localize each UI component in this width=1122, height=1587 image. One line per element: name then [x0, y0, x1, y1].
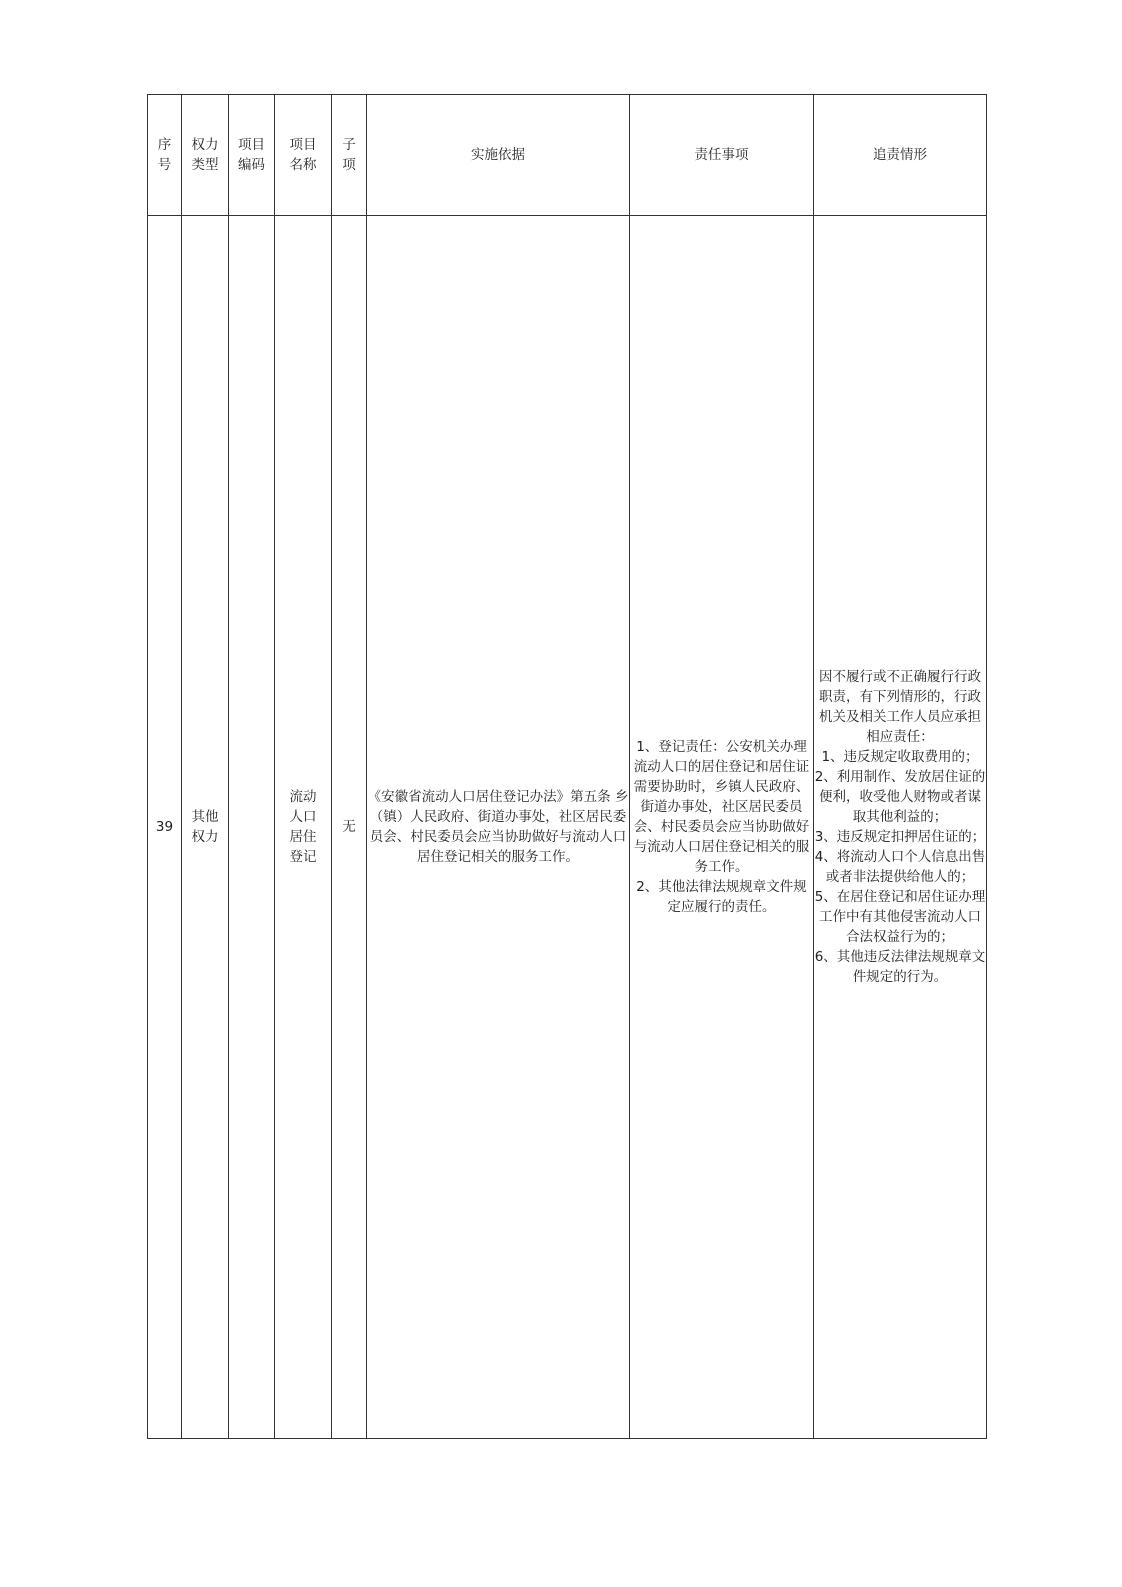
header-power-type: 权力类型 [182, 95, 229, 216]
header-sub-item: 子项 [332, 95, 367, 216]
cell-accountability: 因不履行或不正确履行行政职责，有下列情形的，行政机关及相关工作人员应承担相应责任： 1、违反规定收取费用的； 2、利用制作、发放居住证的便利，收受他人财物或者谋取其他利益的； 3、违反规定扣押居住证的； 4、将流动人口个人信息出售或者非法提供给他人的； 5、在居住登记和居住证办理工作中有其他侵害流动人口合法权益行为的； 6、其他违反法律法规规章文件规定的行为。 [814, 216, 987, 1439]
header-responsibility: 责任事项 [630, 95, 814, 216]
cell-item-name: 流动人口居住登记 [275, 216, 332, 1439]
cell-basis: 《安徽省流动人口居住登记办法》第五条 乡（镇）人民政府、街道办事处，社区居民委员会、村民委员会应当协助做好与流动人口居住登记相关的服务工作。 [367, 216, 630, 1439]
cell-responsibility: 1、登记责任：公安机关办理流动人口的居住登记和居住证需要协助时，乡镇人民政府、街道办事处，社区居民委员会、村民委员会应当协助做好与流动人口居住登记相关的服务工作。 2、其他法律法规规章文件规定应履行的责任。 [630, 216, 814, 1439]
header-item-name: 项目名称 [275, 95, 332, 216]
cell-index: 39 [148, 216, 182, 1439]
table-row [148, 216, 987, 1439]
header-accountability: 追责情形 [814, 95, 987, 216]
table-header-row [148, 95, 987, 216]
header-basis: 实施依据 [367, 95, 630, 216]
cell-sub-item: 无 [332, 216, 367, 1439]
cell-item-code [229, 216, 275, 1439]
cell-power-type: 其他权力 [182, 216, 229, 1439]
header-index: 序号 [148, 95, 182, 216]
power-list-table [147, 94, 987, 1439]
header-item-code: 项目编码 [229, 95, 275, 216]
